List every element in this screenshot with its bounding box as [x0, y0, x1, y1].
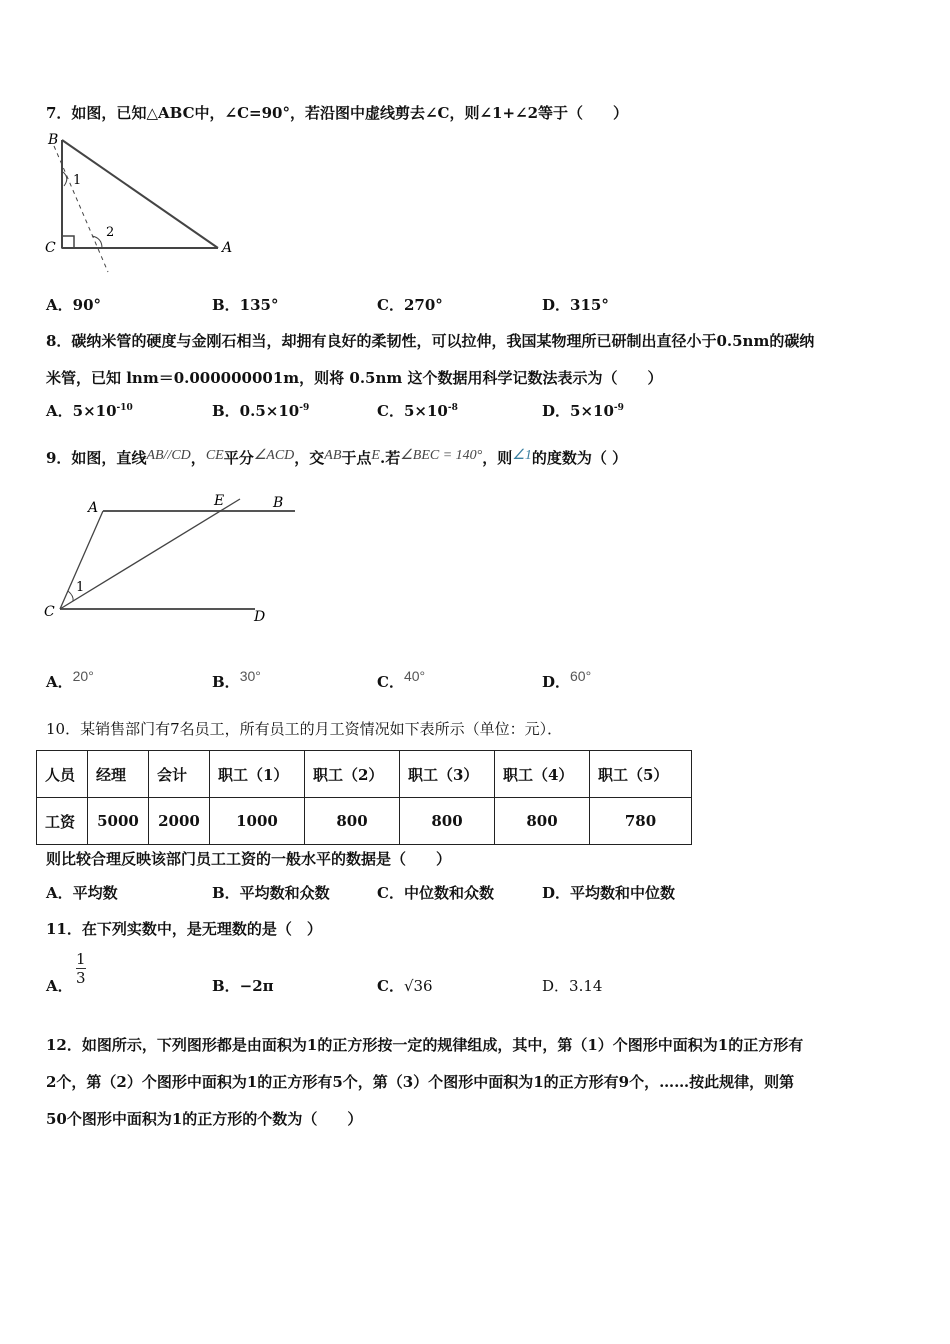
- table-cell: 职工（2）: [305, 751, 400, 798]
- exponent: -9: [299, 403, 310, 413]
- q8-option-c[interactable]: [377, 400, 458, 421]
- q8-line-1: 8．碳纳米管的硬度与金刚石相当，却拥有良好的柔韧性，可以拉伸，我国某物理所已研制出直径小于0.5nm的碳纳: [46, 332, 815, 350]
- table-cell: 780: [590, 798, 692, 845]
- angle-1-label: 1: [76, 580, 85, 595]
- table-cell: 职工（1）: [210, 751, 305, 798]
- text: 平分: [223, 449, 254, 467]
- q7-option-a[interactable]: A．90°: [46, 296, 102, 314]
- exponent: -9: [613, 403, 624, 413]
- math: CE: [205, 448, 224, 463]
- q11-option-c[interactable]: [377, 975, 433, 996]
- math: ∠BEC = 140°: [400, 448, 483, 463]
- denominator: 3: [76, 969, 86, 987]
- exponent: -8: [447, 403, 458, 413]
- math: ∠1: [512, 448, 532, 463]
- q10-option-b[interactable]: B．平均数和众数: [212, 884, 330, 902]
- q9-option-c[interactable]: [377, 668, 425, 692]
- q11-text: 11．在下列实数中，是无理数的是（ ）: [46, 920, 322, 938]
- table-row: [37, 798, 692, 845]
- option-value: 60°: [570, 668, 592, 684]
- option-label: C．5×10: [377, 402, 448, 420]
- option-label: B．: [212, 673, 240, 691]
- angle-2-label: 2: [106, 225, 115, 240]
- label-b: B: [273, 495, 284, 511]
- table-cell: 职工（5）: [590, 751, 692, 798]
- option-label: D．5×10: [542, 402, 614, 420]
- option-label: D．: [542, 673, 571, 691]
- q11-option-d[interactable]: D．3.14: [542, 977, 603, 995]
- q11-option-a[interactable]: A．: [46, 977, 73, 995]
- math: AB//CD: [146, 448, 191, 463]
- table-cell: 2000: [149, 798, 210, 845]
- q9-option-d[interactable]: [542, 668, 591, 692]
- math: ∠ACD: [253, 448, 295, 463]
- text: ，: [190, 449, 206, 467]
- table-cell: 经理: [88, 751, 149, 798]
- option-label: B．0.5×10: [212, 402, 300, 420]
- table-cell: 800: [305, 798, 400, 845]
- text: 于点: [341, 449, 372, 467]
- table-cell: 职工（3）: [400, 751, 495, 798]
- text: ，交: [294, 449, 325, 467]
- option-value: 30°: [239, 668, 261, 684]
- q7-option-c[interactable]: C．270°: [377, 296, 443, 314]
- numerator: 1: [76, 950, 86, 968]
- text: 的度数为（ ）: [531, 449, 628, 467]
- q9-text: [46, 447, 627, 468]
- angle-1-label: 1: [73, 173, 82, 188]
- q9-option-a[interactable]: [46, 668, 94, 692]
- q7-text: 7．如图，已知△ABC中，∠C=90°，若沿图中虚线剪去∠C，则∠1+∠2等于（ ）: [46, 104, 629, 122]
- label-d: D: [254, 609, 266, 625]
- q7-triangle-figure: [40, 128, 250, 278]
- label-c: C: [45, 240, 56, 256]
- q9-option-b[interactable]: [212, 668, 261, 692]
- table-cell: 工资: [37, 798, 88, 845]
- table-cell: 1000: [210, 798, 305, 845]
- q8-line-2: 米管，已知 lnm＝0.000000001m，则将 0.5nm 这个数据用科学记数法表示为（ ）: [46, 369, 663, 387]
- text: ，则: [482, 449, 513, 467]
- table-cell: 800: [400, 798, 495, 845]
- option-label: A．: [46, 673, 73, 691]
- math: AB: [324, 448, 342, 463]
- label-b: B: [48, 132, 59, 148]
- q10-option-d[interactable]: D．平均数和中位数: [542, 884, 676, 902]
- option-value: 40°: [403, 668, 426, 684]
- q10-option-c[interactable]: C．中位数和众数: [377, 884, 494, 902]
- exponent: -10: [116, 403, 133, 413]
- option-label: C．: [377, 673, 404, 691]
- q10-question: 则比较合理反映该部门员工工资的一般水平的数据是（ ）: [46, 850, 452, 868]
- table-cell: 人员: [37, 751, 88, 798]
- table-header-row: [37, 751, 692, 798]
- q7-option-b[interactable]: B．135°: [212, 296, 279, 314]
- label-e: E: [214, 493, 225, 509]
- q10-option-a[interactable]: A．平均数: [46, 884, 118, 902]
- q12-line-3: 50个图形中面积为1的正方形的个数为（ ）: [46, 1110, 363, 1128]
- table-cell: 5000: [88, 798, 149, 845]
- option-label: C．: [377, 977, 404, 995]
- q7-option-d[interactable]: D．315°: [542, 296, 609, 314]
- text: 9．如图，直线: [46, 449, 147, 467]
- text: .若: [379, 449, 401, 467]
- fraction-one-third: [76, 950, 86, 987]
- label-c: C: [44, 604, 55, 620]
- q8-option-b[interactable]: [212, 400, 309, 421]
- q9-parallel-lines-figure: [40, 488, 310, 628]
- q8-option-a[interactable]: [46, 400, 133, 421]
- math: E: [371, 448, 380, 463]
- label-a: A: [88, 500, 99, 516]
- salary-table: [36, 750, 692, 845]
- q12-line-2: 2个，第（2）个图形中面积为1的正方形有5个，第（3）个图形中面积为1的正方形有9个，……按此规律，则第: [46, 1073, 795, 1091]
- table-cell: 会计: [149, 751, 210, 798]
- option-value: 20°: [72, 668, 94, 684]
- option-label: A．5×10: [46, 402, 117, 420]
- q8-option-d[interactable]: [542, 400, 624, 421]
- table-cell: 职工（4）: [495, 751, 590, 798]
- q12-line-1: 12．如图所示，下列图形都是由面积为1的正方形按一定的规律组成，其中，第（1）个图形中面积为1的正方形有: [46, 1036, 804, 1054]
- q10-text: 10．某销售部门有7名员工，所有员工的月工资情况如下表所示（单位：元）．: [46, 720, 563, 738]
- label-a: A: [222, 240, 233, 256]
- table-cell: 800: [495, 798, 590, 845]
- sqrt-36: √36: [403, 977, 433, 995]
- q11-option-b[interactable]: B．−2π: [212, 977, 274, 995]
